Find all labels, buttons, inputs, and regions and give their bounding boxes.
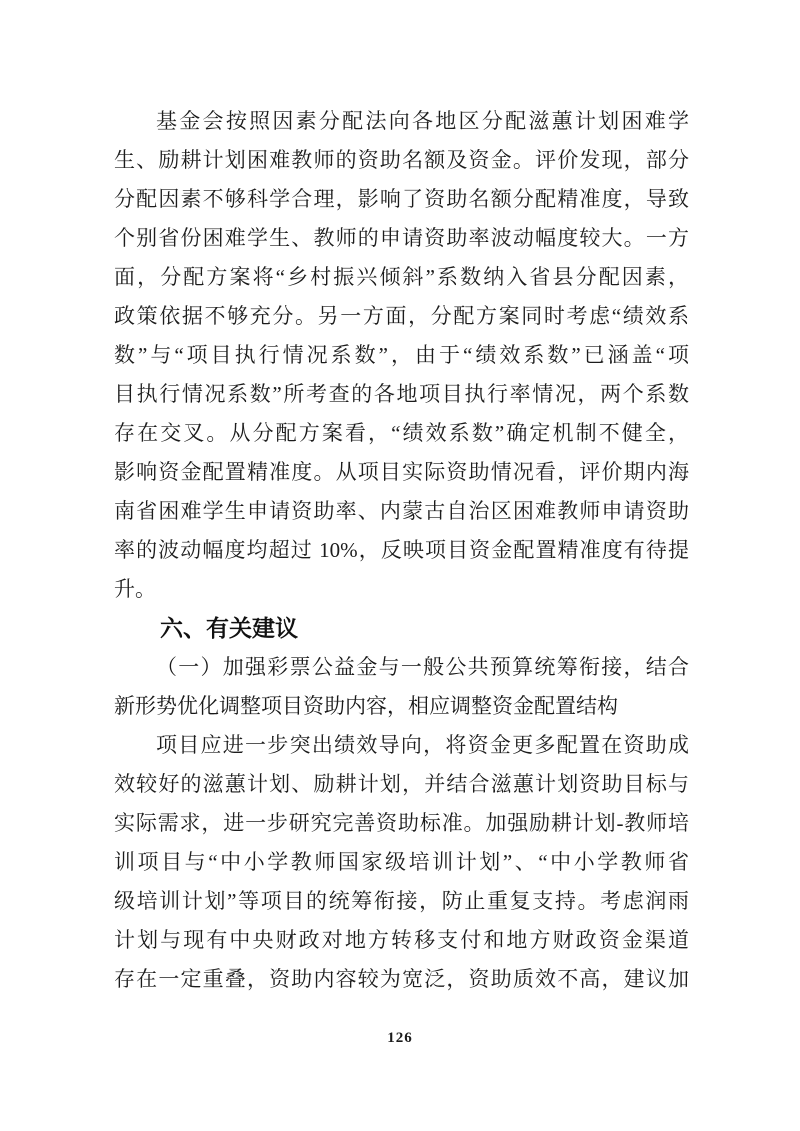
paragraph-line: 面，分配方案将“乡村振兴倾斜”系数纳入省县分配因素， <box>114 265 689 289</box>
subheading <box>114 648 689 726</box>
paragraph-line: 目执行情况系数”所考查的各地项目执行率情况，两个系数 <box>114 382 689 406</box>
paragraph-line: 计划与现有中央财政对地方转移支付和地方财政资金渠道 <box>114 928 689 952</box>
paragraph-line: 级培训计划”等项目的统筹衔接，防止重复支持。考虑润雨 <box>114 889 689 913</box>
paragraph-line: 个别省份困难学生、教师的申请资助率波动幅度较大。一方 <box>114 226 689 250</box>
paragraph-line: 政策依据不够充分。另一方面，分配方案同时考虑“绩效系 <box>114 304 689 328</box>
paragraph-line: 存在交叉。从分配方案看，“绩效系数”确定机制不健全， <box>114 421 689 445</box>
subheading-line: 新形势优化调整项目资助内容，相应调整资金配置结构 <box>114 694 618 718</box>
paragraph-line: 南省困难学生申请资助率、内蒙古自治区困难教师申请资助 <box>114 499 689 523</box>
subheading-line: （一）加强彩票公益金与一般公共预算统筹衔接，结合 <box>156 655 689 679</box>
paragraph-line: 训项目与“中小学教师国家级培训计划”、“中小学教师省 <box>114 850 689 874</box>
paragraph-2 <box>114 726 689 999</box>
page-number: 126 <box>387 1030 413 1046</box>
paragraph-line: 分配因素不够科学合理，影响了资助名额分配精准度，导致 <box>114 187 689 211</box>
paragraph-line: 升。 <box>114 577 156 601</box>
paragraph-line: 存在一定重叠，资助内容较为宽泛，资助质效不高，建议加 <box>114 967 689 991</box>
paragraph-line: 率的波动幅度均超过 10%，反映项目资金配置精准度有待提 <box>114 538 689 562</box>
paragraph-line: 效较好的滋蕙计划、励耕计划，并结合滋蕙计划资助目标与 <box>114 772 689 796</box>
text-block <box>114 102 689 999</box>
paragraph-1 <box>114 102 689 609</box>
paragraph-line: 实际需求，进一步研究完善资助标准。加强励耕计划-教师培 <box>114 811 689 835</box>
paragraph-line: 数”与“项目执行情况系数”，由于“绩效系数”已涵盖“项 <box>114 343 689 367</box>
paragraph-line: 生、励耕计划困难教师的资助名额及资金。评价发现，部分 <box>114 148 689 172</box>
paragraph-line: 影响资金配置精准度。从项目实际资助情况看，评价期内海 <box>114 460 689 484</box>
section-heading: 六、有关建议 <box>160 615 298 641</box>
paragraph-line: 基金会按照因素分配法向各地区分配滋蕙计划困难学 <box>156 109 689 133</box>
paragraph-line: 项目应进一步突出绩效导向，将资金更多配置在资助成 <box>156 733 689 757</box>
